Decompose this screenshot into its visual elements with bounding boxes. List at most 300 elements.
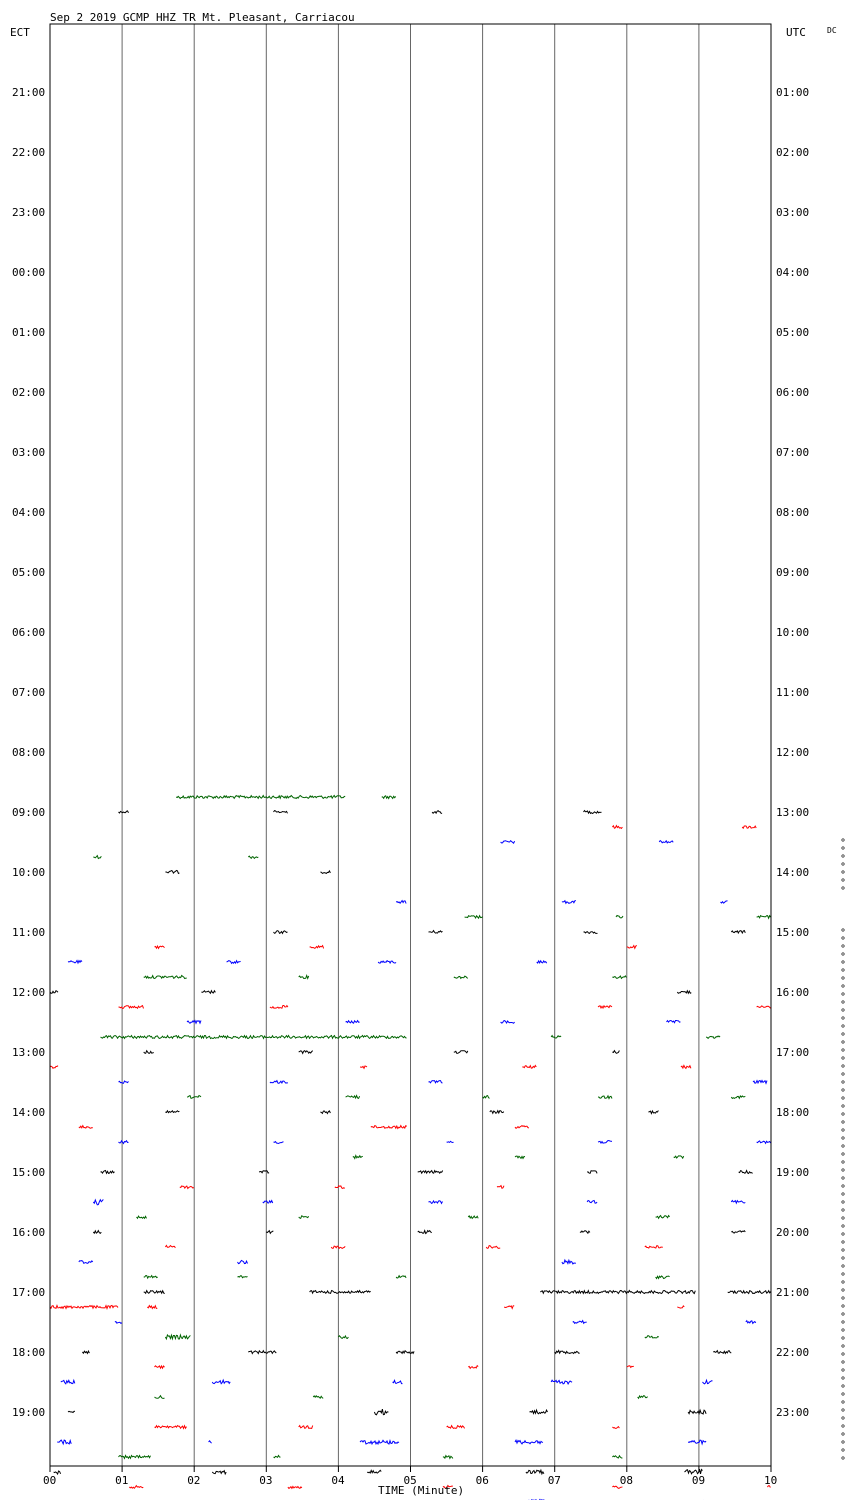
gain-dot	[842, 1209, 844, 1211]
trace-segment	[757, 916, 771, 919]
trace-segment	[703, 1380, 713, 1384]
right-hour-label: 09:00	[776, 566, 810, 579]
gain-dot	[842, 1441, 844, 1443]
gain-dot	[842, 1217, 844, 1219]
gain-dot	[842, 1281, 844, 1283]
trace-segment	[299, 976, 309, 979]
trace-segment	[144, 1291, 165, 1294]
trace-segment	[667, 1021, 681, 1023]
gain-dot	[842, 871, 844, 873]
trace-segment	[93, 1199, 103, 1204]
left-hour-label: 02:00	[12, 386, 46, 399]
gain-dot	[842, 879, 844, 881]
trace-segment	[429, 1081, 443, 1083]
trace-segment	[68, 961, 82, 964]
trace-segment	[93, 1231, 101, 1234]
trace-segment	[587, 1171, 597, 1174]
trace-segment	[396, 1276, 406, 1278]
trace-segment	[155, 1396, 165, 1399]
trace-segment	[573, 1321, 587, 1324]
trace-segment	[180, 1186, 194, 1189]
trace-segment	[515, 1126, 529, 1129]
trace-segment	[360, 1440, 399, 1444]
trace-segment	[212, 1380, 230, 1384]
gain-dot	[842, 985, 844, 987]
trace-segment	[144, 976, 187, 979]
gain-dot	[842, 1017, 844, 1019]
trace-segment	[540, 1291, 695, 1294]
gain-dot	[842, 1353, 844, 1355]
minute-grid	[122, 24, 699, 1466]
trace-segment	[266, 1231, 273, 1234]
gain-dot-column	[842, 839, 844, 1459]
trace-segment	[677, 1306, 684, 1308]
trace-segment	[612, 976, 626, 979]
gain-dot	[842, 1233, 844, 1235]
gain-dot	[842, 1257, 844, 1259]
trace-segment	[147, 1306, 157, 1309]
trace-segment	[119, 1141, 129, 1144]
trace-segment	[515, 1440, 543, 1444]
gain-dot	[842, 1201, 844, 1203]
trace-segment	[612, 1051, 619, 1054]
gain-dot	[842, 1377, 844, 1379]
gain-dot	[842, 1001, 844, 1003]
left-hour-label: 16:00	[12, 1226, 46, 1239]
trace-segment	[274, 1456, 281, 1458]
right-hour-label: 20:00	[776, 1226, 810, 1239]
trace-segment	[443, 1456, 453, 1459]
corner-label: DC	[827, 26, 837, 35]
trace-segment	[93, 856, 101, 859]
gain-dot	[842, 1457, 844, 1459]
trace-segment	[746, 1321, 756, 1324]
x-tick-label: 03	[259, 1474, 273, 1487]
trace-segment	[677, 991, 691, 994]
gain-dot	[842, 1089, 844, 1091]
trace-segment	[483, 1096, 490, 1099]
gain-dot	[842, 1105, 844, 1107]
trace-segment	[551, 1036, 561, 1039]
trace-segment	[659, 841, 673, 843]
gain-dot	[842, 1225, 844, 1227]
right-hour-label: 22:00	[776, 1346, 810, 1359]
trace-segment	[447, 1141, 454, 1142]
trace-segment	[79, 1261, 93, 1264]
trace-segment	[454, 1051, 468, 1054]
gain-dot	[842, 1425, 844, 1427]
right-axis-label: UTC	[786, 26, 806, 39]
trace-segment	[299, 1426, 313, 1429]
left-hour-label: 09:00	[12, 806, 46, 819]
x-tick-label: 09	[691, 1474, 706, 1487]
trace-segment	[79, 1126, 93, 1129]
left-hour-label: 14:00	[12, 1106, 46, 1119]
trace-segment	[270, 1006, 288, 1009]
gain-dot	[842, 1385, 844, 1387]
left-hour-label: 05:00	[12, 566, 46, 579]
trace-segment	[50, 1306, 118, 1309]
trace-segment	[270, 1081, 288, 1084]
right-hour-label: 13:00	[776, 806, 810, 819]
left-hour-label: 06:00	[12, 626, 46, 639]
left-hour-label: 11:00	[12, 926, 46, 939]
gain-dot	[842, 937, 844, 939]
left-axis-label: ECT	[10, 26, 30, 39]
gain-dot	[842, 1121, 844, 1123]
gain-dot	[842, 1393, 844, 1395]
trace-segment	[119, 1456, 151, 1459]
trace-segment	[562, 1260, 576, 1264]
trace-segment	[742, 826, 756, 828]
trace-segment	[129, 1486, 143, 1489]
right-hour-label: 04:00	[776, 266, 810, 279]
trace-segment	[288, 1487, 302, 1489]
trace-segment	[396, 901, 406, 904]
trace-segment	[739, 1171, 753, 1174]
trace-segment	[616, 916, 623, 919]
trace-segment	[374, 1409, 388, 1415]
trace-segment	[584, 811, 602, 814]
right-hour-label: 17:00	[776, 1046, 810, 1059]
right-hour-label: 19:00	[776, 1166, 810, 1179]
right-hour-label: 18:00	[776, 1106, 810, 1119]
x-tick-label: 00	[43, 1474, 57, 1487]
left-hour-label: 12:00	[12, 986, 46, 999]
trace-segment	[731, 931, 745, 934]
trace-segment	[656, 1276, 670, 1279]
trace-segment	[587, 1201, 597, 1204]
trace-segment	[165, 871, 179, 874]
trace-segment	[50, 1066, 58, 1069]
trace-segment	[396, 1351, 414, 1354]
trace-segment	[501, 841, 515, 844]
trace-segment	[645, 1336, 659, 1338]
trace-segment	[454, 976, 468, 978]
trace-segment	[757, 1141, 771, 1143]
trace-segment	[627, 946, 637, 949]
trace-segment	[320, 1111, 330, 1114]
trace-segment	[378, 961, 396, 964]
trace-segment	[504, 1306, 514, 1309]
gain-dot	[842, 945, 844, 947]
trace-segment	[731, 1096, 745, 1099]
trace-segment	[137, 1216, 147, 1218]
trace-segment	[176, 796, 345, 799]
trace-segment	[248, 856, 258, 858]
trace-segment	[155, 1366, 165, 1368]
gain-dot	[842, 1297, 844, 1299]
left-hour-label: 19:00	[12, 1406, 46, 1419]
trace-segment	[274, 931, 288, 934]
trace-segment	[274, 1142, 284, 1144]
gain-dot	[842, 1313, 844, 1315]
x-tick-label: 05	[403, 1474, 417, 1487]
gain-dot	[842, 1137, 844, 1139]
trace-segment	[468, 1216, 478, 1219]
trace-segment	[638, 1396, 648, 1399]
trace-segment	[119, 811, 129, 813]
trace-segment	[212, 1471, 226, 1474]
trace-segment	[101, 1171, 115, 1174]
trace-segment	[313, 1396, 323, 1399]
trace-segment	[320, 871, 330, 874]
x-tick-label: 01	[115, 1474, 129, 1487]
trace-segment	[165, 1246, 175, 1248]
gain-dot	[842, 1417, 844, 1419]
trace-segment	[201, 991, 215, 994]
trace-segment	[555, 1351, 580, 1354]
trace-segment	[263, 1201, 273, 1204]
trace-segment	[562, 901, 576, 904]
gain-dot	[842, 1025, 844, 1027]
trace-segment	[346, 1021, 360, 1024]
trace-segment	[68, 1411, 75, 1412]
gain-dot	[842, 1369, 844, 1371]
trace-segment	[360, 1066, 367, 1068]
trace-segment	[82, 1351, 89, 1353]
trace-segment	[310, 946, 324, 949]
trace-segment	[465, 916, 483, 919]
trace-segment	[497, 1186, 504, 1189]
right-hour-label: 02:00	[776, 146, 810, 159]
trace-segment	[515, 1156, 525, 1158]
gain-dot	[842, 1033, 844, 1035]
trace-segment	[645, 1246, 663, 1248]
gain-dot	[842, 839, 844, 841]
trace-segment	[627, 1366, 634, 1368]
trace-segment	[598, 1141, 612, 1144]
trace-segment	[227, 961, 241, 964]
gain-dot	[842, 1249, 844, 1251]
trace-segment	[155, 946, 165, 948]
trace-segment	[418, 1231, 432, 1234]
trace-segment	[248, 1351, 276, 1354]
gain-dot	[842, 1329, 844, 1331]
left-hour-label: 23:00	[12, 206, 46, 219]
gain-dot	[842, 1193, 844, 1195]
trace-segment	[490, 1111, 504, 1114]
trace-segment	[468, 1366, 478, 1369]
trace-segment	[731, 1231, 745, 1233]
trace-segment	[335, 1186, 345, 1189]
gain-dot	[842, 953, 844, 955]
trace-segment	[681, 1066, 691, 1069]
trace-segment	[382, 796, 396, 799]
gain-dot	[842, 1073, 844, 1075]
right-hour-label: 11:00	[776, 686, 810, 699]
x-tick-label: 08	[619, 1474, 634, 1487]
trace-segment	[429, 931, 443, 934]
gain-dot	[842, 1337, 844, 1339]
trace-segment	[753, 1081, 767, 1084]
gain-dot	[842, 847, 844, 849]
trace-segment	[721, 901, 728, 903]
trace-segment	[522, 1066, 536, 1069]
gain-dot	[842, 1065, 844, 1067]
trace-segment	[486, 1246, 500, 1249]
gain-dot	[842, 1241, 844, 1243]
left-hour-label: 22:00	[12, 146, 46, 159]
gain-dot	[842, 1305, 844, 1307]
right-hour-label: 21:00	[776, 1286, 810, 1299]
trace-segment	[598, 1006, 612, 1008]
x-tick-label: 04	[331, 1474, 345, 1487]
trace-segment	[338, 1336, 348, 1339]
trace-segment	[537, 961, 547, 963]
left-hour-label: 21:00	[12, 86, 46, 99]
trace-segment	[238, 1276, 248, 1278]
trace-segment	[310, 1291, 371, 1294]
gain-dot	[842, 863, 844, 865]
gain-dot	[842, 977, 844, 979]
gain-dot	[842, 1265, 844, 1267]
gain-dot	[842, 1289, 844, 1291]
right-hour-label: 23:00	[776, 1406, 810, 1419]
gain-dot	[842, 1049, 844, 1051]
left-hour-label: 17:00	[12, 1286, 46, 1299]
trace-segment	[656, 1216, 670, 1219]
trace-segment	[674, 1156, 684, 1158]
gain-dot	[842, 1177, 844, 1179]
trace-segment	[274, 811, 288, 814]
trace-segment	[393, 1380, 403, 1383]
gain-dot	[842, 1345, 844, 1347]
trace-segment	[688, 1410, 706, 1414]
trace-segment	[501, 1021, 515, 1024]
left-hour-label: 01:00	[12, 326, 46, 339]
trace-segment	[612, 1456, 622, 1458]
trace-segment	[429, 1201, 443, 1204]
gain-dot	[842, 1009, 844, 1011]
right-hour-label: 07:00	[776, 446, 810, 459]
right-hour-label: 15:00	[776, 926, 810, 939]
left-hour-label: 08:00	[12, 746, 46, 759]
trace-segment	[584, 932, 598, 934]
right-hour-label: 14:00	[776, 866, 810, 879]
left-hour-label: 10:00	[12, 866, 46, 879]
gain-dot	[842, 1169, 844, 1171]
trace-segment	[612, 1427, 619, 1429]
left-hour-label: 07:00	[12, 686, 46, 699]
right-hour-label: 10:00	[776, 626, 810, 639]
x-tick-label: 10	[764, 1474, 778, 1487]
trace-segment	[144, 1276, 158, 1279]
gain-dot	[842, 1409, 844, 1411]
trace-segment	[371, 1126, 407, 1129]
trace-segment	[598, 1096, 612, 1099]
trace-segment	[526, 1470, 544, 1474]
gain-dot	[842, 1057, 844, 1059]
left-hour-label: 13:00	[12, 1046, 46, 1059]
gain-dot	[842, 887, 844, 889]
left-hour-label: 00:00	[12, 266, 46, 279]
x-axis-label: TIME (Minute)	[378, 1484, 465, 1497]
gain-dot	[842, 1041, 844, 1043]
trace-segment	[299, 1051, 313, 1054]
gain-dot	[842, 1361, 844, 1363]
trace-segment	[580, 1231, 590, 1234]
trace-segment	[648, 1111, 658, 1114]
gain-dot	[842, 1097, 844, 1099]
trace-segment	[259, 1171, 269, 1173]
trace-segment	[757, 1006, 771, 1008]
trace-segment	[209, 1441, 212, 1443]
trace-segment	[119, 1081, 129, 1083]
gain-dot	[842, 1401, 844, 1403]
gain-dot	[842, 855, 844, 857]
gain-dot	[842, 1081, 844, 1083]
left-hour-label: 15:00	[12, 1166, 46, 1179]
trace-segment	[731, 1201, 745, 1204]
right-hour-label: 12:00	[776, 746, 810, 759]
gain-dot	[842, 1161, 844, 1163]
trace-segment	[165, 1335, 190, 1339]
gain-dot	[842, 969, 844, 971]
trace-segment	[57, 1440, 71, 1444]
trace-segment	[432, 811, 442, 814]
trace-segment	[706, 1036, 720, 1038]
gain-dot	[842, 1273, 844, 1275]
trace-segment	[101, 1036, 407, 1039]
trace-segment	[447, 1426, 465, 1429]
gain-dot	[842, 1113, 844, 1115]
trace-segment	[612, 826, 622, 829]
gain-dot	[842, 929, 844, 931]
trace-segment	[61, 1380, 75, 1383]
trace-segment	[418, 1171, 443, 1174]
trace-segment	[530, 1410, 548, 1414]
x-tick-label: 07	[547, 1474, 561, 1487]
gain-dot	[842, 1433, 844, 1435]
trace-segment	[728, 1291, 771, 1294]
left-hour-label: 04:00	[12, 506, 46, 519]
gain-dot	[842, 993, 844, 995]
right-hour-label: 08:00	[776, 506, 810, 519]
trace-segment	[367, 1470, 381, 1473]
trace-segment	[238, 1260, 248, 1263]
left-hour-label: 03:00	[12, 446, 46, 459]
trace-segment	[144, 1051, 154, 1054]
trace-segment	[353, 1156, 363, 1159]
trace-segment	[50, 991, 58, 994]
gain-dot	[842, 1449, 844, 1451]
gain-dot	[842, 961, 844, 963]
left-hour-labels	[12, 86, 45, 1419]
gain-dot	[842, 1185, 844, 1187]
trace-segment	[155, 1426, 187, 1429]
left-hour-label: 18:00	[12, 1346, 46, 1359]
chart-title: Sep 2 2019 GCMP HHZ TR Mt. Pleasant, Carriacou	[50, 11, 355, 24]
right-hour-label: 03:00	[776, 206, 810, 219]
right-hour-labels	[776, 86, 809, 1419]
gain-dot	[842, 1153, 844, 1155]
trace-segment	[346, 1096, 360, 1099]
right-hour-label: 05:00	[776, 326, 810, 339]
trace-segment	[165, 1111, 179, 1113]
right-hour-label: 06:00	[776, 386, 810, 399]
trace-segment	[713, 1351, 731, 1354]
trace-segment	[299, 1216, 309, 1219]
trace-segment	[688, 1440, 706, 1444]
x-tick-label: 06	[475, 1474, 489, 1487]
gain-dot	[842, 1321, 844, 1323]
right-hour-label: 01:00	[776, 86, 810, 99]
x-tick-label: 02	[187, 1474, 201, 1487]
gain-dot	[842, 1129, 844, 1131]
right-hour-label: 16:00	[776, 986, 810, 999]
gain-dot	[842, 1145, 844, 1147]
